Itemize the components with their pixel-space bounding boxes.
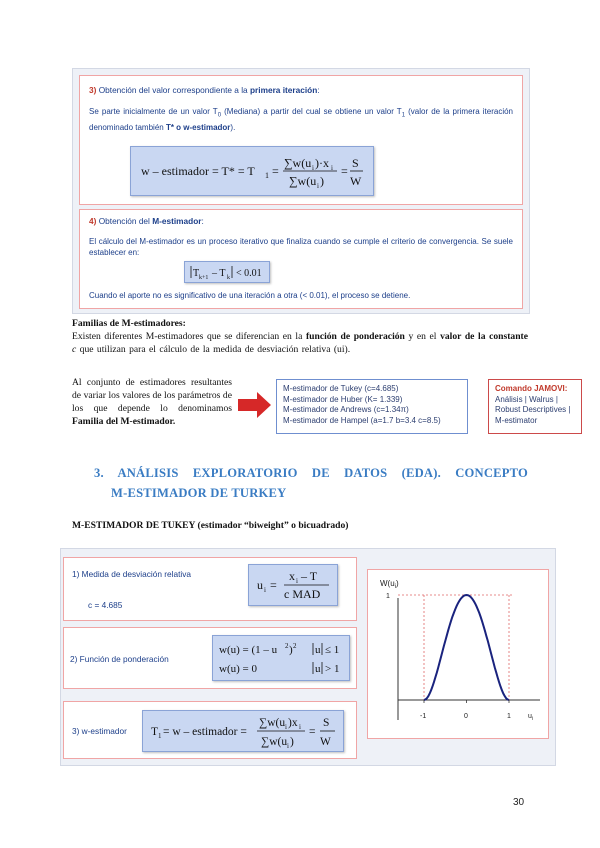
list-item: M-estimador de Tukey (c=4.685) (283, 384, 399, 393)
svg-text:u: u (257, 578, 263, 592)
svg-text:i: i (312, 164, 314, 172)
weight-function-graph (367, 569, 549, 739)
step-4-number: 4) (89, 216, 97, 226)
graph-x-label: $u_i$ (528, 713, 534, 722)
families-heading: Familias de M-estimadores: (72, 318, 186, 329)
biweight-curve (424, 595, 509, 700)
x-tick-label: 1 (507, 713, 511, 720)
svg-text:w(u) = (1 – u: w(u) = (1 – u (219, 644, 278, 656)
step-4-description: El cálculo del M-estimador es un proceso iterativo que finaliza cuando se cumple el criterio de convergencia. Se suele establecer en: (89, 237, 513, 257)
families-section (72, 317, 528, 356)
weight-function-graph-svg (368, 570, 548, 738)
w-estimator-label: 3) w-estimador (72, 726, 127, 736)
svg-text:– T: – T (212, 268, 226, 279)
tukey-subtitle: M-ESTIMADOR DE TUKEY (estimador “biweight” o bicuadrado) (72, 520, 349, 531)
list-item: M-estimador de Hampel (a=1.7 b=3.4 c=8.5) (283, 415, 441, 425)
page-number: 30 (513, 797, 525, 808)
jamovi-line: Análisis | Walrus | (495, 394, 558, 404)
svg-text:x: x (289, 569, 295, 583)
jamovi-command-box (488, 379, 582, 434)
svg-text:w(u) = 0: w(u) = 0 (219, 663, 257, 675)
svg-text:k: k (227, 275, 230, 281)
svg-text:=: = (309, 726, 316, 738)
step-3-description: Se parte inicialmente de un valor $T_0$ (Mediana) a partir del cual se obtiene un valor $T_1$ (valor de la primera iteración denominado también T* o w-estimador). (89, 107, 513, 132)
svg-text:u: u (315, 644, 321, 656)
svg-text:u: u (315, 663, 321, 675)
weighting-function-formula-graphic (213, 636, 349, 680)
x-tick-label: 0 (464, 713, 468, 720)
step-4-stop-note: Cuando el aporte no es significativo de una iteración a otra (< 0.01), el proceso se detiene. (89, 291, 411, 300)
svg-text:i: i (264, 586, 266, 594)
svg-text:1: 1 (158, 732, 162, 740)
x-tick-label: -1 (420, 713, 427, 720)
svg-text:i: i (285, 723, 287, 731)
right-arrow-icon (238, 392, 272, 418)
svg-text:∑w(u: ∑w(u (289, 174, 317, 188)
w-estimator-formula-graphic (131, 147, 373, 195)
graph-y-label: $W(u_i)$ (380, 579, 399, 590)
w-estimator-formula (130, 146, 374, 196)
svg-text:=: = (270, 578, 277, 592)
step-4-card (79, 209, 523, 309)
relative-deviation-label: 1) Medida de desviación relativa (72, 569, 191, 579)
svg-text:c MAD: c MAD (284, 587, 321, 601)
svg-text:2: 2 (293, 642, 297, 650)
svg-text:w – estimador = T* = T: w – estimador = T* = T (141, 164, 255, 178)
svg-text:): ) (290, 736, 294, 748)
svg-text:i: i (317, 182, 319, 190)
svg-text:i: i (331, 164, 333, 172)
svg-text:): ) (320, 174, 324, 188)
convergence-formula-graphic (185, 262, 269, 282)
svg-text:– T: – T (301, 569, 318, 583)
jamovi-line: Robust Descriptives | (495, 405, 571, 414)
svg-text:k+1: k+1 (199, 275, 209, 281)
svg-text:=: = (272, 164, 279, 178)
svg-text:S: S (323, 717, 330, 729)
w-estimator-card (63, 701, 357, 759)
section-heading-line2: M-ESTIMADOR DE TURKEY (111, 486, 287, 500)
step-4-title: 4) Obtención del M-estimador: (89, 216, 204, 226)
iteration-panel (72, 68, 530, 314)
jamovi-title: Comando JAMOVI: (495, 384, 568, 393)
tukey-panel (60, 548, 556, 766)
list-item: M-estimador de Andrews (c=1.34π) (283, 405, 409, 414)
svg-text:): ) (289, 644, 293, 656)
step-3-card (79, 75, 523, 205)
svg-text:S: S (352, 156, 359, 170)
svg-text:> 1: > 1 (325, 663, 340, 675)
svg-text:1: 1 (265, 171, 269, 180)
svg-text:∑w(u: ∑w(u (259, 717, 286, 729)
svg-text:∑w(u: ∑w(u (284, 156, 312, 170)
svg-text:=: = (341, 164, 348, 178)
m-estimators-list (276, 379, 468, 434)
svg-text:≤ 1: ≤ 1 (325, 644, 340, 656)
svg-text:W: W (320, 736, 331, 748)
svg-text:< 0.01: < 0.01 (236, 268, 262, 279)
svg-text:i: i (296, 577, 298, 585)
family-definition-paragraph: Al conjunto de estimadores resultantes de variar los valores de los parámetros de los que depende lo denominamos Familia del M-estimador. (72, 377, 232, 427)
tukey-w-estimator-formula-graphic (143, 711, 343, 751)
svg-text:)x: )x (288, 717, 298, 729)
list-item: M-estimador de Huber (K= 1.339) (283, 394, 403, 404)
svg-text:T: T (193, 268, 200, 279)
ui-formula (248, 564, 338, 606)
svg-text:T: T (151, 726, 159, 738)
c-constant-value: c = 4.685 (88, 600, 123, 610)
weighting-function-label: 2) Función de ponderación (70, 654, 169, 664)
step-3-title: 3) Obtención del valor correspondiente a la primera iteración: (89, 85, 320, 95)
svg-text:i: i (287, 742, 289, 750)
weighting-function-formula (212, 635, 350, 681)
section-heading: 3. ANÁLISIS EXPLORATORIO DE DATOS (EDA). CONCEPTO (94, 466, 528, 480)
step-3-number: 3) (89, 85, 97, 95)
svg-text:2: 2 (285, 642, 289, 650)
svg-text:∑w(u: ∑w(u (261, 736, 288, 748)
svg-text:W: W (350, 174, 362, 188)
svg-text:i: i (299, 723, 301, 731)
jamovi-line: M-estimator (495, 415, 538, 425)
families-paragraph: Existen diferentes M-estimadores que se diferencian en la función de ponderación y en el valor de la constante c que utilizan para el cálculo de la medida de desviación relativa (ui). (72, 331, 528, 355)
convergence-formula (184, 261, 270, 283)
svg-text:= w – estimador =: = w – estimador = (163, 726, 247, 738)
graph-y-tick: 1 (386, 593, 390, 600)
ui-formula-graphic (249, 565, 337, 605)
relative-deviation-card (63, 557, 357, 621)
svg-text:)·x: )·x (315, 156, 329, 170)
tukey-w-estimator-formula (142, 710, 344, 752)
weighting-function-card (63, 627, 357, 689)
